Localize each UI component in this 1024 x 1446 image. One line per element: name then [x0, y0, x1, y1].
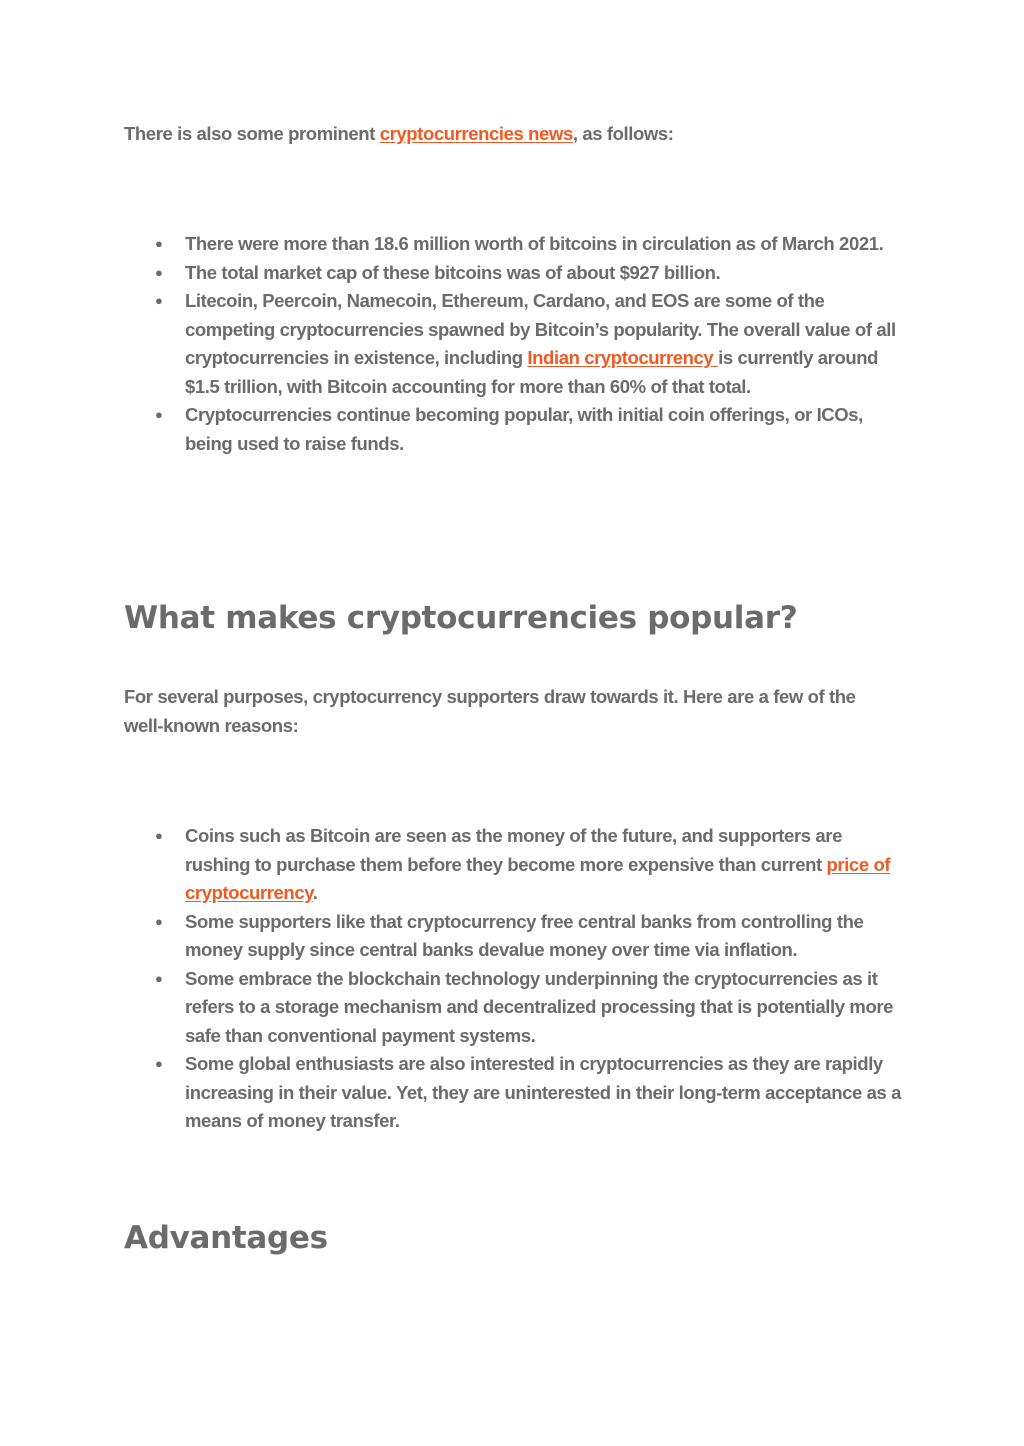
section-heading-advantages: Advantages [124, 1220, 328, 1256]
list-item-text: Some global enthusiasts are also interested in cryptocurrencies as they are rapidly increasing in their value. Yet, they are uninterested in their long-term acceptance as a means of money transfer. [185, 1053, 902, 1131]
intro-text-after: , as follows: [572, 123, 674, 144]
list-item [124, 401, 904, 458]
list-item [124, 230, 904, 259]
list-item [124, 965, 904, 1051]
list-item-text-before: Litecoin, Peercoin, Namecoin, Ethereum, Cardano, and EOS are some of the competing cryptocurrencies spawned by Bitcoin’s popularity. The overall value of all cryptocurrencies in existence, including [185, 290, 896, 368]
list-item-text-before: Coins such as Bitcoin are seen as the money of the future, and supporters are rushing to purchase them before they become more expensive than current [185, 825, 842, 875]
bullet-icon: ● [155, 913, 163, 929]
list-item [124, 1050, 904, 1136]
bullet-icon: ● [155, 293, 163, 308]
list-item-text-after: is currently around $1.5 trillion, with Bitcoin accounting for more than 60% of that total. [185, 347, 879, 397]
bullet-icon: ● [155, 236, 163, 251]
list-item-text: The total market cap of these bitcoins was of about $927 billion. [185, 261, 721, 283]
bullet-icon: ● [155, 407, 163, 422]
news-bullet-list [124, 230, 904, 458]
bullet-icon: ● [155, 264, 163, 280]
price-of-cryptocurrency-link[interactable]: price of cryptocurrency [185, 853, 891, 903]
reasons-bullet-list [124, 822, 904, 1136]
list-item [124, 908, 904, 965]
cryptocurrencies-news-link[interactable]: cryptocurrencies news [379, 123, 573, 144]
intro-paragraph [124, 120, 884, 149]
section-heading-popular: What makes cryptocurrencies popular? [124, 600, 798, 636]
list-item [124, 822, 904, 908]
list-item-text: There were more than 18.6 million worth of bitcoins in circulation as of March 2021. [185, 233, 884, 254]
list-item-text: Some embrace the blockchain technology underpinning the cryptocurrencies as it refers to a storage mechanism and decentralized processing that is potentially more safe than conventional payment systems. [185, 967, 894, 1046]
list-item-text-after: . [312, 882, 318, 903]
list-item [124, 259, 904, 288]
bullet-icon: ● [155, 828, 163, 843]
list-item-text: Some supporters like that cryptocurrency free central banks from controlling the money supply since central banks devalue money over time via inflation. [185, 910, 864, 960]
bullet-icon: ● [155, 970, 163, 986]
intro-text-before: There is also some prominent [124, 123, 380, 144]
bullet-icon: ● [155, 1056, 163, 1071]
list-item-text: Cryptocurrencies continue becoming popular, with initial coin offerings, or ICOs, being used to raise funds. [185, 404, 863, 454]
list-item [124, 287, 904, 401]
indian-cryptocurrency-link[interactable]: Indian cryptocurrency [527, 347, 719, 368]
popular-intro-paragraph: For several purposes, cryptocurrency supporters draw towards it. Here are a few of the well-known reasons: [124, 686, 856, 736]
